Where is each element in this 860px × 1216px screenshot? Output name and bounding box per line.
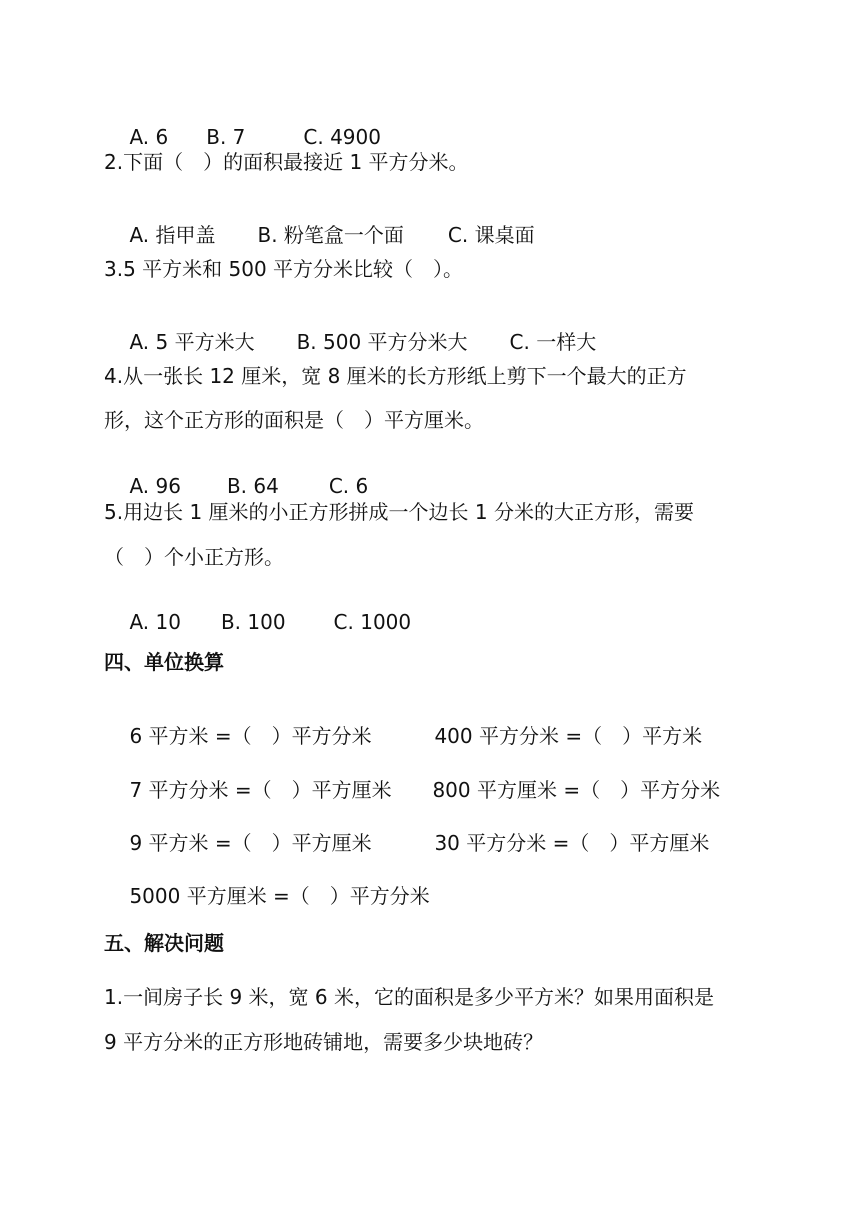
- section5-title: 五、解决问题: [104, 931, 224, 955]
- q2-stem: 2.下面（ ）的面积最接近 1 平方分米。: [104, 150, 469, 174]
- q5-stem-line1: 5.用边长 1 厘米的小正方形拼成一个边长 1 分米的大正方形，需要: [104, 500, 694, 524]
- q3-option-b: B. 500 平方分米大: [296, 330, 468, 354]
- q5-options: [104, 592, 411, 652]
- q4-option-a: A. 96: [129, 474, 181, 498]
- conversion-item: 5000 平方厘米 =（ ）平方分米: [129, 884, 430, 908]
- q2-options: [104, 205, 535, 265]
- q3-stem: 3.5 平方米和 500 平方分米比较（ ）。: [104, 257, 464, 281]
- q4-option-c: C. 6: [328, 474, 369, 498]
- conversion-row-3: [104, 813, 709, 873]
- conversion-row-4: [104, 866, 430, 926]
- conversion-item: 800 平方厘米 =（ ）平方分米: [432, 778, 721, 802]
- q3-option-a: A. 5 平方米大: [129, 330, 255, 354]
- q5-option-c: C. 1000: [333, 610, 412, 634]
- s5-q1-line1: 1.一间房子长 9 米，宽 6 米，它的面积是多少平方米？如果用面积是: [104, 985, 714, 1009]
- q2-option-c: C. 课桌面: [447, 223, 535, 247]
- q4-option-b: B. 64: [226, 474, 279, 498]
- conversion-item: 6 平方米 =（ ）平方分米: [129, 724, 372, 748]
- conversion-row-2: [104, 760, 720, 820]
- q2-option-a: A. 指甲盖: [129, 223, 216, 247]
- q3-option-c: C. 一样大: [509, 330, 597, 354]
- q2-option-b: B. 粉笔盒一个面: [257, 223, 404, 247]
- q4-stem-line1: 4.从一张长 12 厘米，宽 8 厘米的长方形纸上剪下一个最大的正方: [104, 364, 687, 388]
- q4-stem-line2: 形，这个正方形的面积是（ ）平方厘米。: [104, 408, 484, 432]
- q1-option-b: B. 7: [206, 125, 246, 149]
- conversion-row-1: [104, 706, 702, 766]
- conversion-item: 30 平方分米 =（ ）平方厘米: [434, 831, 710, 855]
- section4-title: 四、单位换算: [104, 650, 224, 674]
- s5-q1-line2: 9 平方分米的正方形地砖铺地，需要多少块地砖？: [104, 1030, 544, 1054]
- q1-option-a: A. 6: [129, 125, 169, 149]
- conversion-item: 7 平方分米 =（ ）平方厘米: [129, 778, 392, 802]
- q5-option-b: B. 100: [220, 610, 286, 634]
- q1-option-c: C. 4900: [303, 125, 381, 149]
- conversion-item: 9 平方米 =（ ）平方厘米: [129, 831, 372, 855]
- conversion-item: 400 平方分米 =（ ）平方米: [434, 724, 703, 748]
- q5-stem-line2: （ ）个小正方形。: [104, 545, 284, 569]
- q5-option-a: A. 10: [129, 610, 181, 634]
- q3-options: [104, 312, 596, 372]
